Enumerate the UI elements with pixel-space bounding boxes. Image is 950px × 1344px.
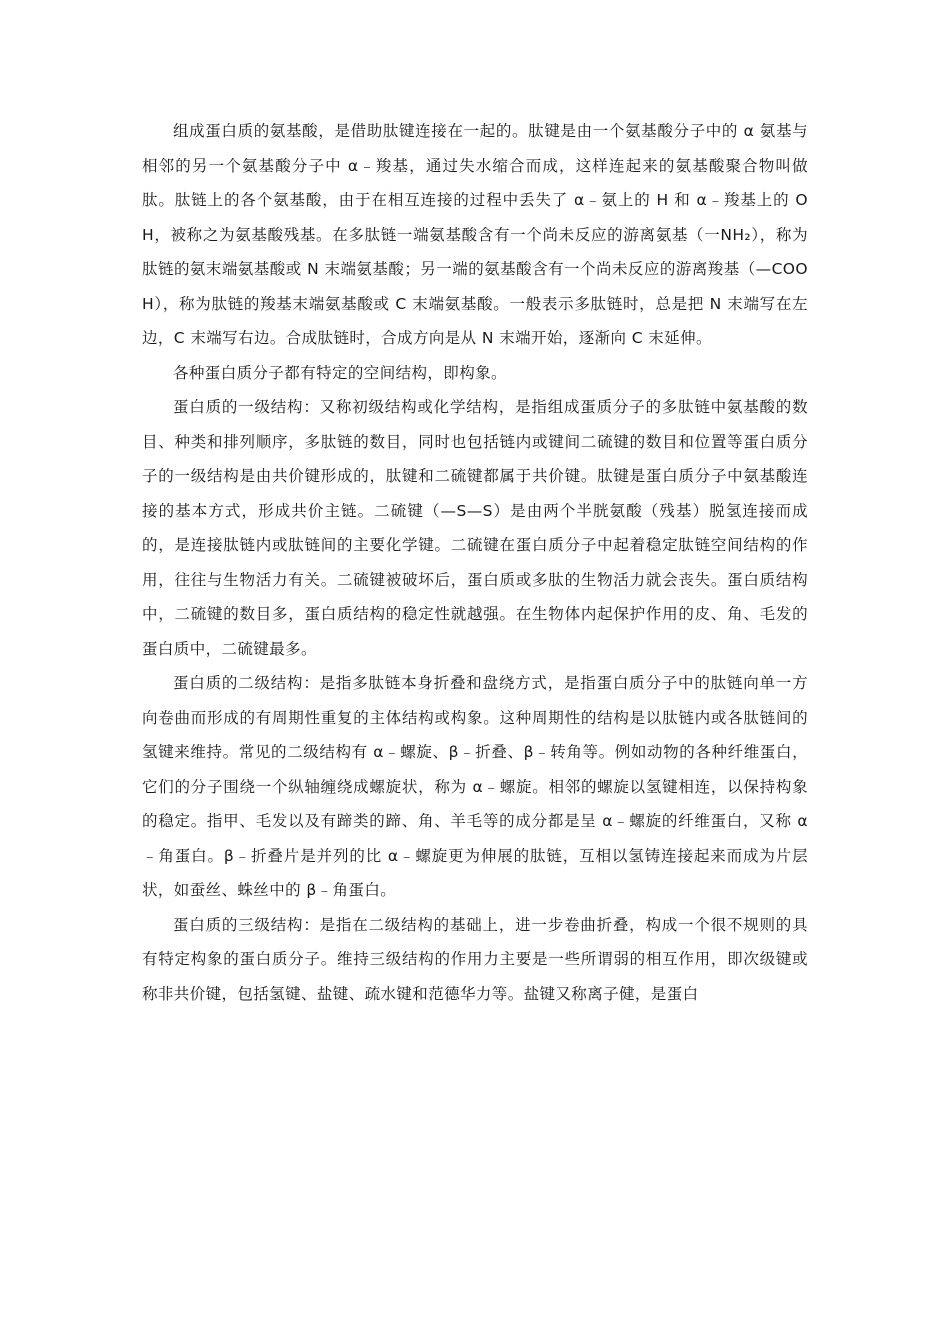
paragraph-conformation: 各种蛋白质分子都有特定的空间结构，即构象。 xyxy=(173,363,507,382)
paragraph-primary-structure: 蛋白质的一级结构：又称初级结构或化学结构，是指组成蛋质分子的多肽链中氨基酸的数目、种类和排列顺序，多肽链的数目，同时也包括链内或键间二硫键的数目和位置等蛋白质分子的一级结构是由共价键形成的，肽键和二硫键都属于共价键。肽键是蛋白质分子中氨基酸连接的基本方式，形成共价主链。二硫键（—S—S）是由两个半胱氨酸（残基）脱氢连接而成的，是连接肽链内或肽链间的主要化学键。二硫键在蛋白质分子中起着稳定肽链空间结构的作用，往往与生物活力有关。二硫键被破坏后，蛋白质或多肽的生物活力就会丧失。蛋白质结构中，二硫键的数目多，蛋白质结构的稳定性就越强。在生物体内起保护作用的皮、角、毛发的蛋白质中，二硫键最多。 xyxy=(142,398,808,658)
document-body xyxy=(142,114,808,1011)
paragraph-peptide-bond: 组成蛋白质的氨基酸，是借助肽键连接在一起的。肽键是由一个氨基酸分子中的 α 氨基与相邻的另一个氨基酸分子中 α﹣羧基，通过失水缩合而成，这样连起来的氨基酸聚合物叫做肽。肽链上的各个氨基酸，由于在相互连接的过程中丢失了 α﹣氨上的 H 和 α﹣羧基上的 OH，被称之为氨基酸残基。在多肽链一端氨基酸含有一个尚未反应的游离氨基（一NH₂），称为肽链的氨末端氨基酸或 N 末端氨基酸；另一端的氨基酸含有一个尚未反应的游离羧基（—COOH），称为肽链的羧基末端氨基酸或 C 末端氨基酸。一般表示多肽链时，总是把 N 末端写在左边，C 末端写右边。合成肽链时，合成方向是从 N 末端开始，逐渐向 C 末延伸。 xyxy=(142,122,808,347)
paragraph-tertiary-structure: 蛋白质的三级结构：是指在二级结构的基础上，进一步卷曲折叠，构成一个很不规则的具有特定构象的蛋白质分子。维持三级结构的作用力主要是一些所谓弱的相互作用，即次级键或称非共价键，包括氢键、盐键、疏水键和范德华力等。盐键又称离子健，是蛋白 xyxy=(142,915,808,1003)
paragraph-secondary-structure: 蛋白质的二级结构：是指多肽链本身折叠和盘绕方式，是指蛋白质分子中的肽链向单一方向卷曲而形成的有周期性重复的主体结构或构象。这种周期性的结构是以肽链内或各肽链间的氢键来维持。常见的二级结构有 α﹣螺旋、β﹣折叠、β﹣转角等。例如动物的各种纤维蛋白，它们的分子围绕一个纵轴缠绕成螺旋状，称为 α﹣螺旋。相邻的螺旋以氢键相连，以保持构象的稳定。指甲、毛发以及有蹄类的蹄、角、羊毛等的成分都是呈 α﹣螺旋的纤维蛋白，又称 α﹣角蛋白。β﹣折叠片是并列的比 α﹣螺旋更为伸展的肽链，互相以氢铸连接起来而成为片层状，如蚕丝、蛛丝中的 β﹣角蛋白。 xyxy=(142,674,808,899)
